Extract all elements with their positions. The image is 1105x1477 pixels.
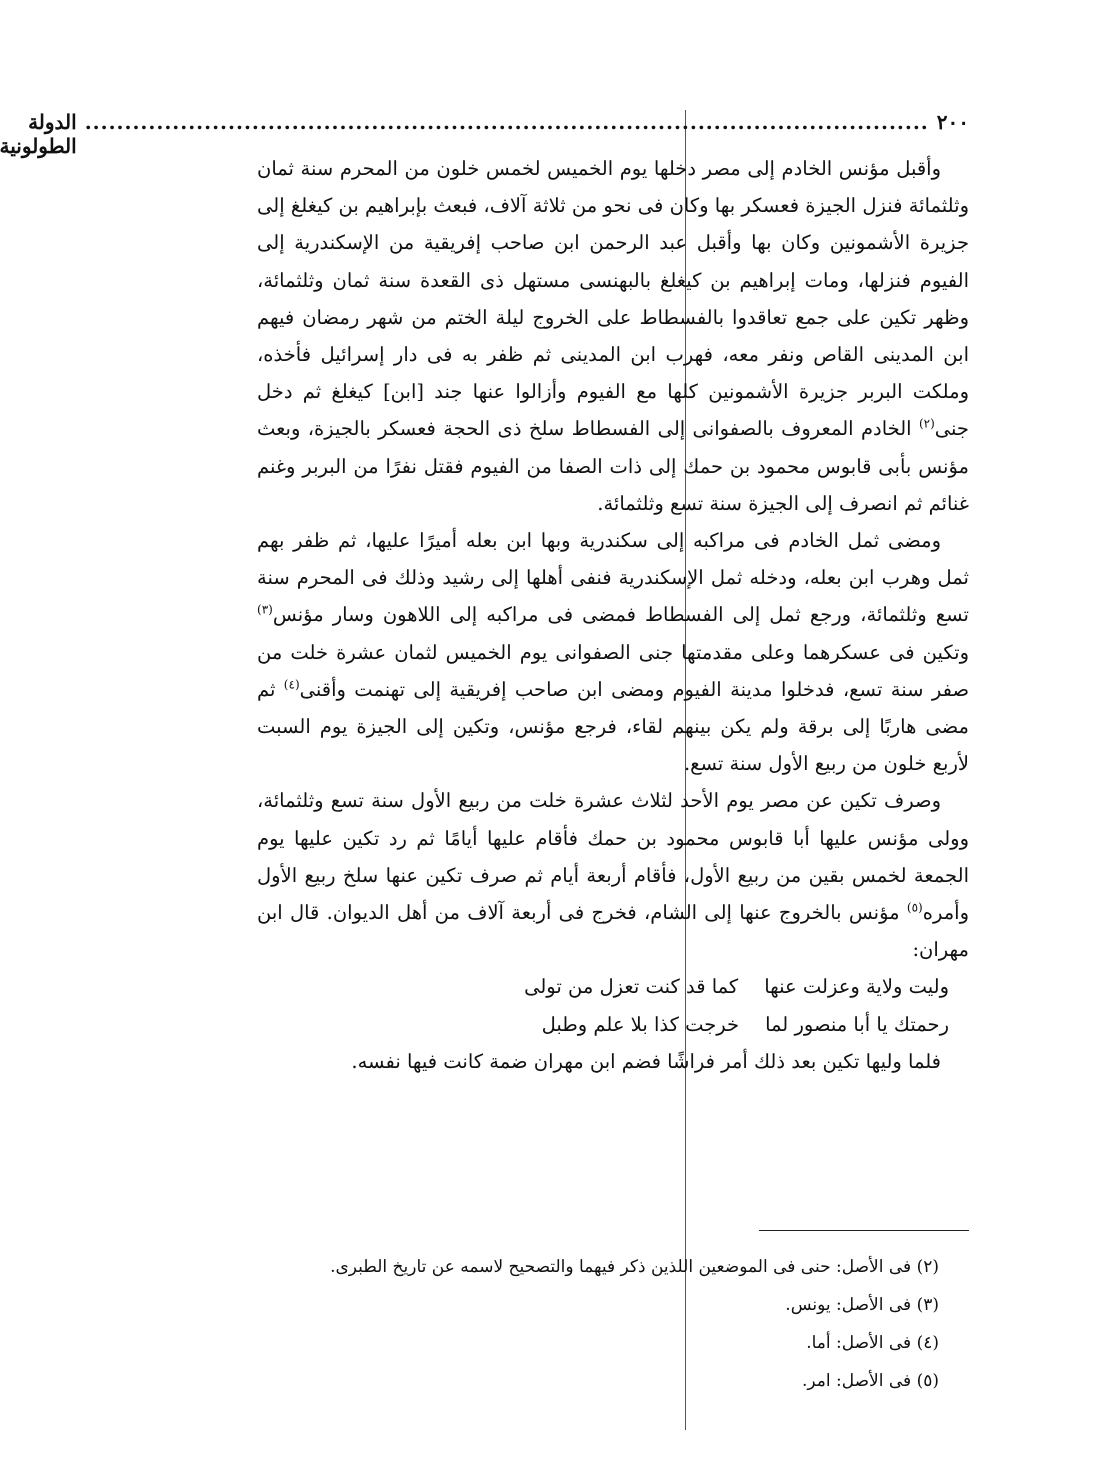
footnote-ref-4: (٤) bbox=[283, 677, 300, 692]
footnote-ref-3: (٣) bbox=[257, 602, 273, 617]
book-page bbox=[0, 110, 969, 1410]
poem-verse-1-first-hemistich: وليت ولاية وعزلت عنها bbox=[764, 975, 949, 999]
footnote-ref-2: (٢) bbox=[918, 416, 935, 431]
poem-verse-1-second-hemistich: كما قد كنت تعزل من تولى bbox=[524, 975, 739, 999]
closing-paragraph: فلما وليها تكين بعد ذلك أمر فراشًا فضم ابن مهران ضمة كانت فيها نفسه. bbox=[351, 1049, 941, 1073]
paragraph-1 bbox=[257, 150, 969, 522]
header-dot-leader: .......................................................................................................... bbox=[84, 110, 929, 134]
footnote-4: (٤) فى الأصل: أما. bbox=[806, 1333, 939, 1353]
footnote-ref-5: (٥) bbox=[906, 900, 923, 915]
poem-verse-1 bbox=[257, 968, 949, 1005]
poem-verse-2 bbox=[257, 1006, 949, 1043]
footnote-3: (٣) فى الأصل: يونس. bbox=[785, 1295, 939, 1315]
footnote-separator bbox=[759, 1230, 969, 1231]
page-number: ٢٠٠ bbox=[936, 110, 969, 134]
paragraph-2-text-cont: وتكين فى عسكرهما وعلى مقدمتها جنى الصفوانى يوم الخميس لثمان عشرة خلت من صفر سنة تسع، فدخلوا مدينة الفيوم ومضى ابن صاحب إفريقية إلى تهنمت وأقنى bbox=[257, 640, 969, 701]
poem bbox=[257, 968, 949, 1042]
paragraph-2-text: ومضى ثمل الخادم فى مراكبه إلى سكندرية وبها ابن بعله أميرًا عليها، ثم ظفر بهم ثمل وهرب ابن بعله، ودخله ثمل الإسكندرية فنفى أهلها إلى رشيد وذلك فى المحرم سنة تسع وثلثمائة، ورجع ثمل إلى الفسطاط فمضى فى مراكبه إلى اللاهون وسار مؤنس bbox=[257, 529, 969, 627]
paragraph-2 bbox=[257, 522, 969, 782]
main-text bbox=[257, 150, 969, 1080]
footnote-5: (٥) فى الأصل: امر. bbox=[802, 1371, 939, 1391]
paragraph-3 bbox=[257, 782, 969, 968]
paragraph-1-text-cont: الخادم المعروف بالصفوانى إلى الفسطاط سلخ ذى الحجة فعسكر بالجيزة، وبعث مؤنس بأبى قابوس محمود بن حمك إلى ذات الصفا من الفيوم فقتل نفرًا من البربر وغنم غنائم ثم انصرف إلى الجيزة سنة تسع وثلثمائة. bbox=[257, 417, 969, 515]
paragraph-1-text: وأقبل مؤنس الخادم إلى مصر دخلها يوم الخميس لخمس خلون من المحرم سنة ثمان وثلثمائة فنزل الجيزة فعسكر بها وكان فى نحو من ثلاثة آلاف، فبعث بإبراهيم بن كيغلغ إلى جزيرة الأشمونين وكان بها وأقبل عبد الرحمن ابن صاحب إفريقية من الإسكندرية إلى الفيوم فنزلها، ومات إبراهيم بن كيغلغ بالبهنسى مستهل ذى القعدة سنة ثمان وثلثمائة، وظهر تكين على جمع تعاقدوا بالفسطاط على الخروج ليلة الختم من شهر رمضان فيهم ابن المدينى القاص ونفر معه، فهرب ابن المدينى ثم ظفر به فى دار إسرائيل فأخذه، وملكت البربر جزيرة الأشمونين كلها مع الفيوم وأزالوا عنها جند [ابن] كيغلغ ثم دخل جنى bbox=[257, 157, 969, 441]
footnotes bbox=[259, 1248, 939, 1400]
footnote-2: (٢) فى الأصل: حنى فى الموضعين اللذين ذكر فيهما والتصحيح لاسمه عن تاريخ الطبرى. bbox=[330, 1257, 939, 1277]
poem-verse-2-second-hemistich: خرجت كذا بلا علم وطبل bbox=[541, 1012, 740, 1036]
poem-verse-2-first-hemistich: رحمتك يا أبا منصور لما bbox=[765, 1012, 949, 1036]
running-title: الدولة الطولونية bbox=[0, 110, 77, 158]
paragraph-2-text-end: ثم مضى هاربًا إلى برقة ولم يكن بينهم لقاء، فرجع مؤنس، وتكين إلى الجيزة يوم السبت لأربع خلون من ربيع الأول سنة تسع. bbox=[257, 677, 969, 776]
page-header bbox=[0, 110, 969, 158]
paragraph-3-text: وصرف تكين عن مصر يوم الأحد لثلاث عشرة خلت من ربيع الأول سنة تسع وثلثمائة، وولى مؤنس عليها أبا قابوس محمود بن حمك فأقام عليها أيامًا ثم رد تكين عليها يوم الجمعة لخمس بقين من ربيع الأول، فأقام أربعة أيام ثم صرف تكين عنها سلخ ربيع الأول وأمره bbox=[257, 789, 969, 925]
paragraph-3-text-cont: مؤنس بالخروج عنها إلى الشام، فخرج فى أربعة آلاف من أهل الديوان. قال ابن مهران: bbox=[257, 901, 969, 962]
